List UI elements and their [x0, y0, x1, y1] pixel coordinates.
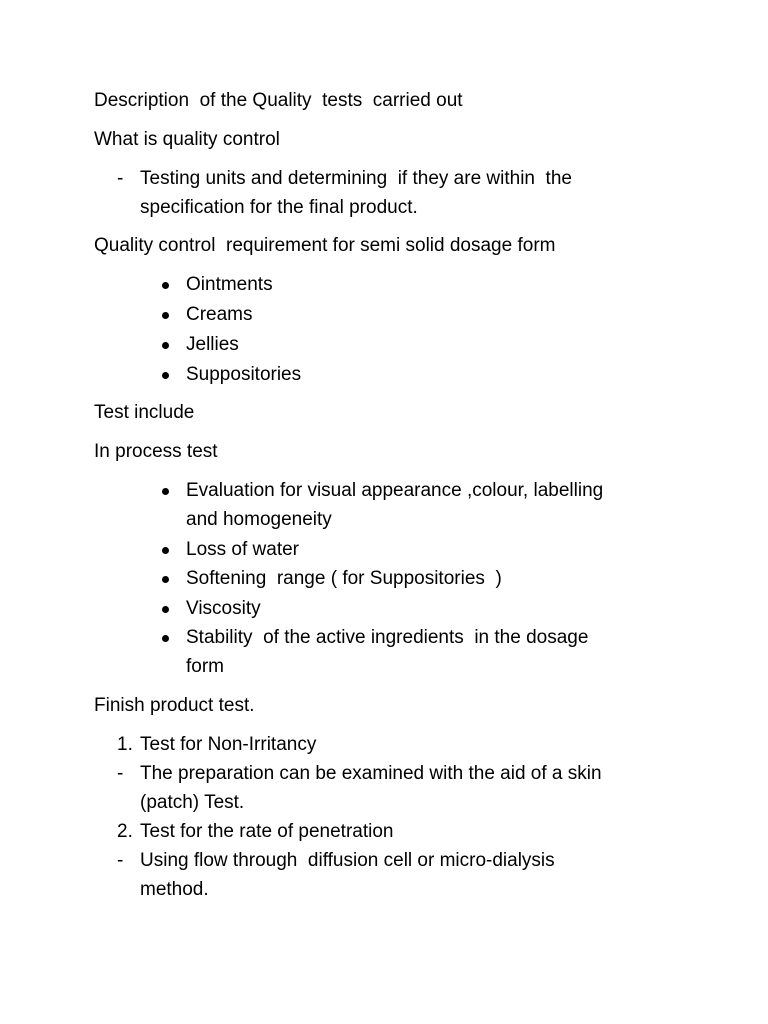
finish-product-heading: Finish product test.: [94, 695, 255, 716]
finish-test-detail-continuation: (patch) Test.: [140, 792, 245, 813]
finish-test-detail-continuation: method.: [140, 879, 209, 900]
bullet-icon: [162, 342, 169, 349]
in-process-item-continuation: and homogeneity: [186, 509, 332, 530]
in-process-item: Softening range ( for Suppositories ): [186, 568, 502, 589]
bullet-icon: [162, 488, 169, 495]
bullet-icon: [162, 312, 169, 319]
bullet-icon: [162, 547, 169, 554]
dosage-form-item: Creams: [186, 304, 253, 325]
dosage-form-item: Suppositories: [186, 364, 302, 385]
dash-marker: -: [117, 168, 124, 189]
in-process-item-continuation: form: [186, 656, 224, 677]
finish-test-title: Test for the rate of penetration: [140, 821, 394, 842]
bullet-icon: [162, 635, 169, 642]
finish-test-detail: The preparation can be examined with the aid of a skin: [140, 763, 602, 784]
list-number: 2.: [117, 821, 133, 842]
in-process-item: Viscosity: [186, 598, 261, 619]
qc-definition-line-1: Testing units and determining if they are within the: [140, 168, 572, 189]
dash-marker: -: [117, 763, 124, 784]
bullet-icon: [162, 282, 169, 289]
bullet-icon: [162, 372, 169, 379]
qc-heading: What is quality control: [94, 129, 280, 150]
dosage-form-item: Jellies: [186, 334, 239, 355]
qc-definition-line-2: specification for the final product.: [140, 197, 418, 218]
in-process-heading: In process test: [94, 441, 218, 462]
finish-test-detail: Using flow through diffusion cell or micro-dialysis: [140, 850, 555, 871]
list-number: 1.: [117, 734, 133, 755]
in-process-item: Loss of water: [186, 539, 299, 560]
bullet-icon: [162, 576, 169, 583]
dash-marker: -: [117, 850, 124, 871]
dosage-form-item: Ointments: [186, 274, 273, 295]
finish-test-title: Test for Non-Irritancy: [140, 734, 317, 755]
in-process-item: Stability of the active ingredients in the dosage: [186, 627, 589, 648]
document-title: Description of the Quality tests carried out: [94, 90, 463, 111]
bullet-icon: [162, 606, 169, 613]
in-process-item: Evaluation for visual appearance ,colour, labelling: [186, 480, 604, 501]
semi-solid-heading: Quality control requirement for semi solid dosage form: [94, 235, 556, 256]
test-include-heading: Test include: [94, 402, 195, 423]
